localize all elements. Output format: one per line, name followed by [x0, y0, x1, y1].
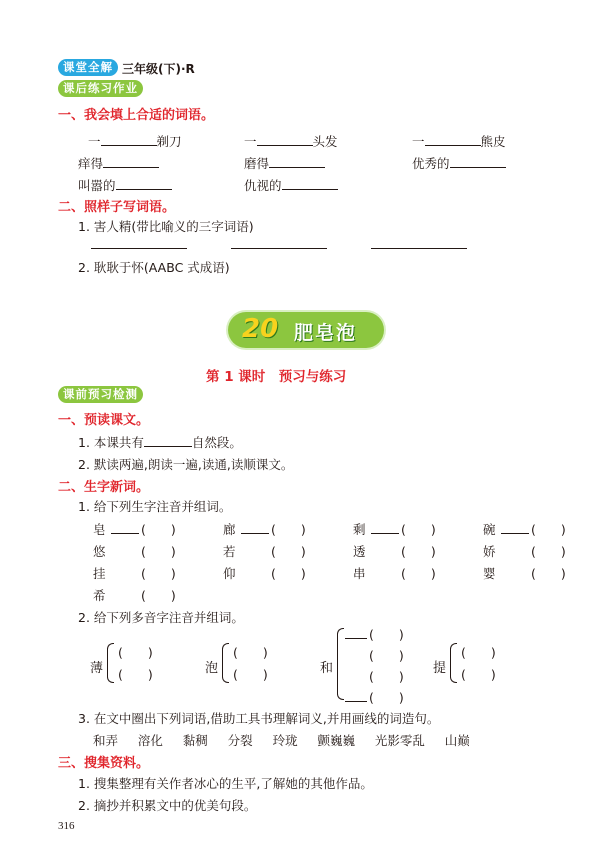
lesson-number: 20: [242, 314, 279, 344]
paren: ( ): [233, 667, 268, 682]
preview-badge: 课前预习检测: [58, 386, 143, 403]
pre-s2-q3: 3. 在文中圈出下列词语,借助工具书理解词义,并用画线的词造句。: [78, 711, 440, 726]
char-row: 挂 ( ) 仰 ( ) 串 ( ) 婴 ( ): [93, 566, 566, 581]
hw-s2-q2: 2. 耿耿于怀(AABC 式成语): [78, 260, 230, 275]
poly-line: ( ): [345, 688, 404, 706]
hw-row2c: 优秀的: [412, 154, 506, 172]
hw-row2a: 痒得: [78, 154, 159, 172]
grade-label: 三年级(下)·R: [122, 62, 195, 76]
poly-char: 提: [433, 661, 447, 676]
poly-char: 薄: [90, 661, 104, 676]
pre-section1-title: 一、预读课文。: [58, 413, 150, 428]
lesson-subtitle: 第 1 课时 预习与练习: [206, 369, 347, 385]
pre-s1-q2: 2. 默读两遍,朗读一遍,读通,读顺课文。: [78, 457, 294, 472]
after-class-badge: 课后练习作业: [58, 80, 143, 97]
paren: ( ): [461, 645, 496, 660]
answer-line[interactable]: [91, 238, 187, 249]
pre-s3-q1: 1. 搜集整理有关作者冰心的生平,了解她的其他作品。: [78, 776, 373, 791]
hw-section1-title: 一、我会填上合适的词语。: [58, 108, 215, 123]
paren: ( ): [461, 667, 496, 682]
poly-line: ( ): [369, 669, 404, 684]
poly-line: ( ): [369, 648, 404, 663]
brace-icon: [337, 628, 344, 700]
paren: ( ): [118, 645, 153, 660]
brace-icon: [107, 643, 114, 683]
hw-row1c: 一 熊皮: [412, 134, 506, 149]
lesson-banner: [228, 312, 384, 348]
brace-icon: [450, 643, 457, 683]
char-row: 皂 ( ) 廊 ( ) 剩 ( ) 碗 ( ): [93, 522, 566, 537]
pre-s3-q2: 2. 摘抄并积累文中的优美句段。: [78, 798, 257, 813]
page-number: 316: [58, 820, 75, 832]
pre-s2-q2: 2. 给下列多音字注音并组词。: [78, 610, 244, 625]
answer-line[interactable]: [371, 238, 467, 249]
hw-row3b: 仇视的: [244, 176, 338, 194]
hw-row1: 一 剃刀: [88, 134, 182, 149]
hw-row2b: 磨得: [244, 154, 325, 172]
char-row: 悠 ( ) 若 ( ) 透 ( ) 娇 ( ): [93, 544, 566, 559]
pre-s2-q1: 1. 给下列生字注音并组词。: [78, 499, 232, 514]
pre-section2-title: 二、生字新词。: [58, 480, 150, 495]
answer-line[interactable]: [231, 238, 327, 249]
char-row: 希 ( ): [93, 588, 176, 603]
lesson-title: 肥皂泡: [294, 322, 358, 344]
hw-s2-q1: 1. 害人精(带比喻义的三字词语): [78, 219, 254, 234]
poly-line: ( ): [345, 625, 404, 643]
header-badge: 课堂全解: [58, 59, 118, 76]
pre-s1-q1: 1. 本课共有 自然段。: [78, 435, 242, 450]
paren: ( ): [233, 645, 268, 660]
poly-char: 泡: [205, 661, 219, 676]
word-list: 和弄 溶化 黏稠 分裂 玲珑 颤巍巍 光影零乱 山巅: [93, 733, 470, 748]
hw-row3a: 叫嚣的: [78, 176, 172, 194]
paren: ( ): [118, 667, 153, 682]
poly-char: 和: [320, 661, 334, 676]
hw-row1b: 一 头发: [244, 134, 338, 149]
hw-section2-title: 二、照样子写词语。: [58, 200, 176, 215]
pre-section3-title: 三、搜集资料。: [58, 756, 150, 771]
brace-icon: [222, 643, 229, 683]
